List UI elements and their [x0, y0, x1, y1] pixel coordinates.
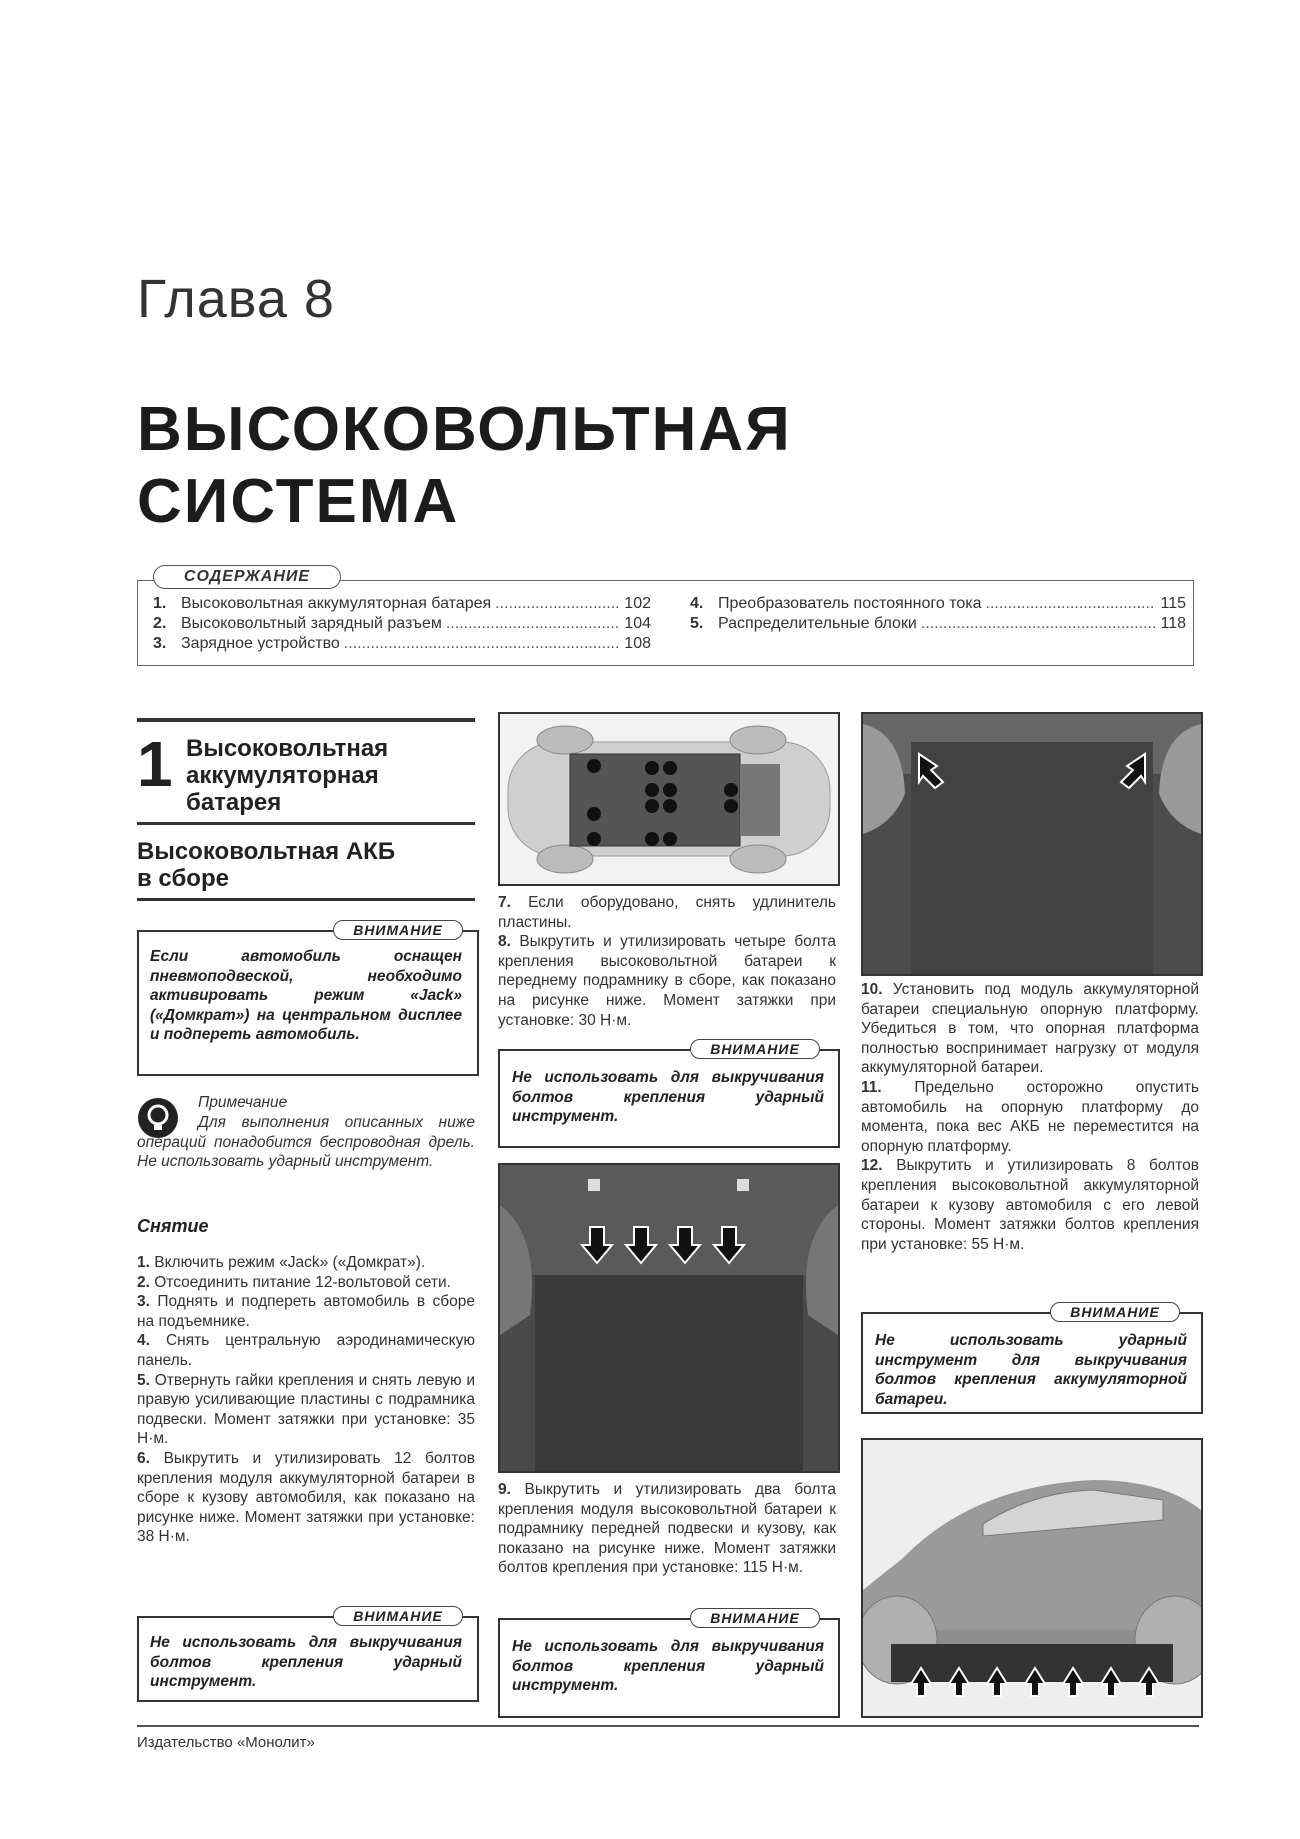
- toc-leader: [921, 615, 1157, 633]
- step-number: 11.: [861, 1078, 882, 1096]
- toc-item-number: 5.: [690, 615, 704, 632]
- steps-list: [861, 980, 1199, 1254]
- footer-rule: [137, 1725, 1199, 1727]
- step-text: Выкрутить и утилизировать 12 болтов крепления модуля аккумуляторной батареи в сборе к кузову автомобиля, как показано на рисунке ниже. Момент затяжки при установке: 38 Н·м.: [137, 1449, 475, 1546]
- step-number: 3.: [137, 1293, 150, 1311]
- toc-leader: [986, 595, 1157, 613]
- toc-item-title: Высоковольтный зарядный разъем: [181, 615, 442, 632]
- step-text: Предельно осторожно опустить автомобиль на опорную платформу до момента, пока вес АКБ не переместится на опорную платформу.: [861, 1078, 1199, 1155]
- chapter-heading: Глава 8: [137, 269, 335, 329]
- toc-item-number: 4.: [690, 595, 704, 612]
- toc-leader: [495, 595, 620, 613]
- warning-text: Не использовать для выкручивания болтов крепления ударный инструмент.: [512, 1638, 824, 1695]
- steps-list: [498, 1480, 836, 1578]
- step-number: 9.: [498, 1481, 511, 1498]
- figure-side-view: [861, 1438, 1203, 1718]
- steps-list: [498, 893, 836, 1030]
- warning-text: Не использовать ударный инструмент для выкручивания болтов крепления аккумуляторной батареи.: [875, 1332, 1187, 1408]
- note-text: Для выполнения описанных ниже операций понадобится беспроводная дрель. Не использовать ударный инструмент.: [137, 1114, 475, 1171]
- toc-item-title: Высоковольтная аккумуляторная батарея: [181, 595, 492, 612]
- toc-item-number: 3.: [153, 635, 167, 652]
- warning-text: Не использовать для выкручивания болтов крепления ударный инструмент.: [512, 1069, 824, 1126]
- toc-item-number: 2.: [153, 615, 167, 632]
- section-title-line: Высоковольтная: [186, 735, 389, 762]
- step-number: 5.: [137, 1371, 150, 1389]
- subsection-title-line: в сборе: [137, 865, 229, 892]
- warning-label: ВНИМАНИЕ: [1050, 1302, 1180, 1322]
- step-item: [861, 1078, 1199, 1156]
- step-number: 6.: [137, 1449, 150, 1467]
- step-item: [498, 932, 836, 1030]
- step-number: 2.: [137, 1273, 150, 1291]
- step-number: 7.: [498, 894, 511, 911]
- step-text: Установить под модуль аккумуляторной батареи специальную опорную платформу. Убедиться в том, что опорная платформа полностью воспринимает нагрузку от модуля аккумуляторной батареи.: [861, 981, 1199, 1077]
- section-title-line: аккумуляторная: [186, 762, 379, 789]
- subsection-title: [137, 838, 395, 892]
- toc-item[interactable]: [153, 635, 651, 655]
- figure-front-subframe: [498, 1163, 840, 1473]
- subsection-rule: [137, 898, 475, 901]
- toc-item[interactable]: [690, 595, 1186, 615]
- toc-leader: [344, 635, 621, 653]
- toc-item-page: 118: [1160, 615, 1186, 632]
- section-number: 1: [137, 728, 173, 800]
- step-text: Поднять и подпереть автомобиль в сборе на подъемнике.: [137, 1293, 475, 1330]
- warning-text: Если автомобиль оснащен пневмоподвеской, необходимо активировать режим «Jack» («Домкрат») на центральном дисплее и подпереть автомобиль.: [150, 948, 462, 1044]
- chapter-title-line-2: СИСТЕМА: [137, 467, 460, 536]
- toc-item-page: 108: [624, 635, 651, 652]
- step-text: Выкрутить и утилизировать четыре болта крепления высоковольтной батареи к переднему подрамнику в сборе, как показано на рисунке ниже. Момент затяжки при установке: 30 Н·м.: [498, 933, 836, 1029]
- toc-item-title: Зарядное устройство: [181, 635, 340, 652]
- step-number: 10.: [861, 981, 883, 998]
- step-text: Выкрутить и утилизировать два болта крепления модуля высоковольтной батареи к подрамнику передней подвески и кузову, как показано на рисунке ниже. Момент затяжки болтов крепления при установке: 115 Н·м.: [498, 1481, 836, 1577]
- section-title: [186, 735, 388, 816]
- toc-item[interactable]: [153, 615, 651, 635]
- publisher-footer: Издательство «Монолит»: [137, 1734, 315, 1751]
- warning-label: ВНИМАНИЕ: [690, 1608, 820, 1628]
- step-item: [137, 1292, 475, 1331]
- step-text: Если оборудовано, снять удлинитель пластины.: [498, 894, 836, 931]
- steps-list: [137, 1253, 475, 1547]
- note-label: Примечание: [198, 1094, 288, 1111]
- step-number: 4.: [137, 1332, 150, 1350]
- warning-label: ВНИМАНИЕ: [333, 920, 463, 940]
- chapter-title-line-1: ВЫСОКОВОЛЬТНАЯ: [137, 395, 792, 464]
- warning-label: ВНИМАНИЕ: [333, 1606, 463, 1626]
- toc-item[interactable]: [153, 595, 651, 615]
- step-item: [137, 1371, 475, 1449]
- warning-text: Не использовать для выкручивания болтов крепления ударный инструмент.: [150, 1634, 462, 1691]
- section-title-line: батарея: [186, 789, 282, 816]
- toc-item-title: Преобразователь постоянного тока: [718, 595, 982, 612]
- step-item: [498, 1480, 836, 1578]
- step-text: Отвернуть гайки крепления и снять левую и правую усиливающие пластины с подрамника подвески. Момент затяжки при установке: 35 Н·м.: [137, 1371, 475, 1448]
- step-item: [861, 980, 1199, 1078]
- figure-underbody-top: [498, 712, 840, 886]
- subsection-title-line: Высоковольтная АКБ: [137, 838, 396, 865]
- toc-item-page: 115: [1160, 595, 1186, 612]
- step-text: Снять центральную аэродинамическую панель.: [137, 1332, 475, 1369]
- step-number: 1.: [137, 1254, 150, 1271]
- toc-item-page: 104: [624, 615, 651, 632]
- step-text: Отсоединить питание 12-вольтовой сети.: [154, 1273, 451, 1291]
- removal-heading: Снятие: [137, 1216, 209, 1236]
- step-text: Выкрутить и утилизировать 8 болтов крепления высоковольтной аккумуляторной батареи к кузову автомобиля с его левой стороны. Момент затяжки болтов крепления при установке: 55 Н·м.: [861, 1157, 1200, 1253]
- step-number: 12.: [861, 1157, 883, 1175]
- toc-item-title: Распределительные блоки: [718, 615, 917, 632]
- toc-item[interactable]: [690, 615, 1186, 635]
- step-item: [137, 1331, 475, 1370]
- step-item: [137, 1449, 475, 1547]
- section-rule-top: [137, 718, 475, 722]
- toc-item-page: 102: [624, 595, 651, 612]
- step-item: [137, 1273, 475, 1293]
- step-text: Включить режим «Jack» («Домкрат»).: [154, 1254, 426, 1271]
- figure-rear-subframe: [861, 712, 1203, 976]
- section-rule-bottom: [137, 822, 475, 825]
- warning-label: ВНИМАНИЕ: [690, 1039, 820, 1059]
- toc-leader: [446, 615, 620, 633]
- step-item: [861, 1156, 1199, 1254]
- toc-item-number: 1.: [153, 595, 167, 612]
- toc-label: СОДЕРЖАНИЕ: [153, 565, 341, 589]
- step-item: [137, 1253, 475, 1273]
- chapter-title: [137, 394, 792, 538]
- step-number: 8.: [498, 933, 511, 951]
- step-item: [498, 893, 836, 932]
